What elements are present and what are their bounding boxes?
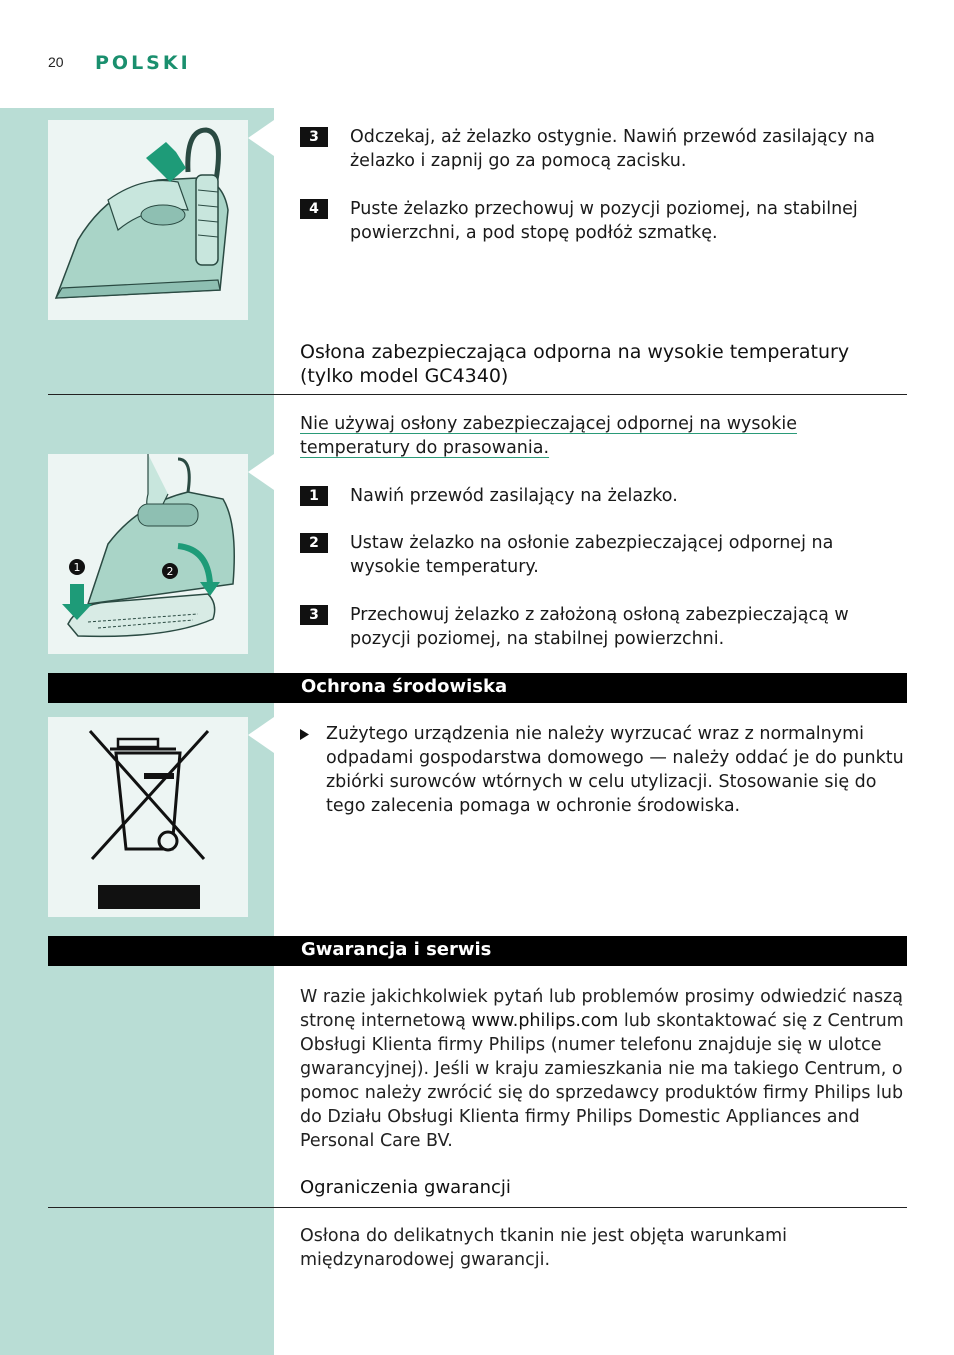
weee-bin-illustration	[48, 717, 248, 917]
cover-section-title: Osłona zabezpieczająca odporna na wysokie temperatury (tylko model GC4340)	[300, 341, 850, 387]
step-number-badge: 4	[300, 199, 328, 219]
figure-pointer-notch	[248, 454, 274, 490]
figure-pointer-notch	[248, 717, 274, 753]
warranty-section-bar	[48, 936, 907, 966]
step-3-storage	[300, 125, 906, 173]
step-text: Puste żelazko przechowuj w pozycji poziomej, na stabilnej powierzchni, a pod stopę podłóż szmatkę.	[350, 199, 858, 243]
section-divider	[48, 1207, 907, 1208]
step-text: Przechowuj żelazko z założoną osłoną zabezpieczającą w pozycji poziomej, na stabilnej powierzchni.	[350, 605, 849, 649]
step-text: Nawiń przewód zasilający na żelazko.	[350, 486, 678, 506]
warranty-limits-text: Osłona do delikatnych tkanin nie jest objęta warunkami międzynarodowej gwarancji.	[300, 1226, 788, 1270]
figure-pointer-notch	[248, 120, 274, 156]
page-number: 20	[48, 54, 64, 70]
warranty-paragraph	[300, 985, 904, 1153]
cover-warning-text: Nie używaj osłony zabezpieczającej odpornej na wysokie temperatury do prasowania.	[300, 414, 797, 458]
step-number-badge: 3	[300, 127, 328, 147]
environment-text: Zużytego urządzenia nie należy wyrzucać wraz z normalnymi odpadami gospodarstwa domowego — należy oddać je do punktu zbiórki surowców wtórnych w celu utylizacji. Stosowanie się do tego zalecenia pomaga w ochronie środowiska.	[326, 724, 904, 816]
warranty-text-end: lub skontaktować się z Centrum Obsługi Klienta firmy Philips (numer telefonu znajduje się w ulotce gwarancyjnej). Jeśli w kraju zamieszkania nie ma takiego Centrum, o pomoc należy zwrócić się do sprzedawcy produktów firmy Philips lub do Działu Obsługi Klienta firmy Philips Domestic Appliances and Personal Care BV.	[300, 1011, 904, 1151]
step-number-badge: 3	[300, 605, 328, 625]
step-number-badge: 1	[300, 486, 328, 506]
iron-on-cover-illustration	[48, 454, 248, 654]
iron-cord-illustration	[48, 120, 248, 320]
warranty-text-start: W razie jakichkolwiek pytań lub problemów prosimy odwiedzić naszą stronę internetową	[300, 987, 904, 1031]
environment-section-title: Ochrona środowiska	[301, 676, 508, 697]
figure-label-2: 2	[166, 565, 174, 578]
step-number-badge: 2	[300, 533, 328, 553]
bullet-icon	[300, 729, 310, 740]
cover-warning	[300, 412, 906, 460]
step-text: Ustaw żelazko na osłonie zabezpieczającej odpornej na wysokie temperatury.	[350, 533, 834, 577]
step-text: Odczekaj, aż żelazko ostygnie. Nawiń przewód zasilający na żelazko i zapnij go za pomocą zacisku.	[350, 127, 875, 171]
step-2-cover	[300, 531, 906, 579]
warranty-section-title: Gwarancja i serwis	[301, 939, 492, 960]
environment-section-bar	[48, 673, 907, 703]
step-1-cover	[300, 484, 906, 508]
step-4-storage	[300, 197, 906, 245]
step-3-cover	[300, 603, 906, 651]
section-divider	[48, 394, 907, 395]
warranty-limits-title: Ograniczenia gwarancji	[300, 1177, 511, 1198]
language-header: POLSKI	[95, 52, 191, 74]
philips-website-link[interactable]: www.philips.com	[471, 1011, 619, 1031]
figure-label-1: 1	[73, 561, 81, 574]
